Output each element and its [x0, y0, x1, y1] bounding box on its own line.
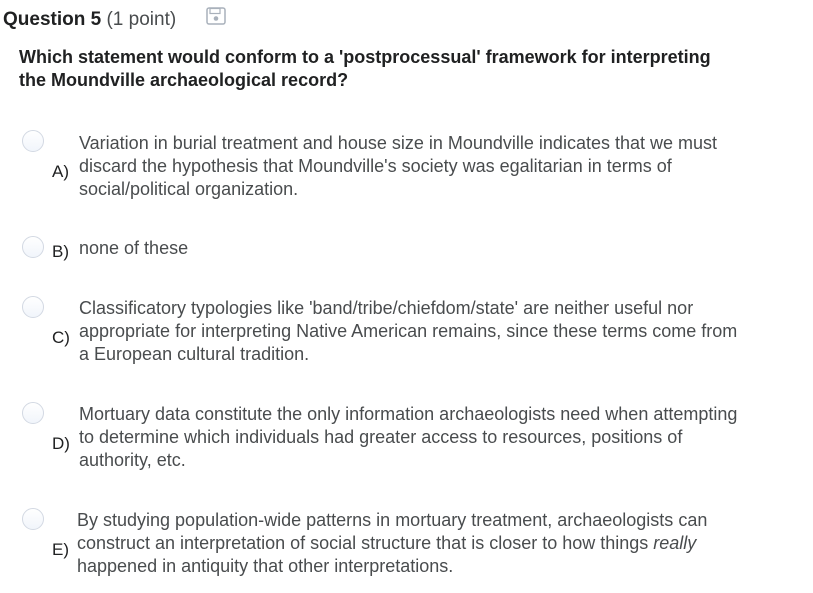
- option-text-e-part2: happened in antiquity that other interpretations.: [77, 556, 454, 576]
- radio-option-e[interactable]: [22, 508, 44, 530]
- option-text-e-emphasis: really: [653, 533, 697, 553]
- option-letter-d: D): [52, 434, 70, 453]
- option-letter-e: E): [52, 540, 69, 559]
- option-text-e: [77, 509, 737, 578]
- radio-option-a[interactable]: [22, 130, 44, 152]
- save-icon[interactable]: [206, 7, 226, 25]
- option-text-a: Variation in burial treatment and house size in Moundville indicates that we must discard the hypothesis that Moundville's society was egalitarian in terms of social/political organization.: [79, 133, 718, 199]
- radio-option-b[interactable]: [22, 236, 44, 258]
- option-text-e-part1: By studying population-wide patterns in mortuary treatment, archaeologists can construct an interpretation of social structure that is closer to how things: [77, 510, 708, 553]
- option-text-d: Mortuary data constitute the only information archaeologists need when attempting to determine which individuals had greater access to resources, positions of authority, etc.: [79, 404, 738, 470]
- option-letter-a: A): [52, 162, 69, 181]
- question-label: Question 5: [3, 9, 102, 30]
- option-letter-b: B): [52, 242, 69, 261]
- radio-option-d[interactable]: [22, 402, 44, 424]
- question-header: [3, 9, 176, 31]
- option-text-c: Classificatory typologies like 'band/tribe/chiefdom/state' are neither useful nor appropriate for interpreting Native American remains, since these terms come from a European cultural tradition.: [79, 298, 738, 364]
- option-text-b: none of these: [79, 238, 189, 258]
- radio-option-c[interactable]: [22, 296, 44, 318]
- question-points: (1 point): [106, 9, 177, 30]
- option-letter-c: C): [52, 328, 70, 347]
- question-text: Which statement would conform to a 'postprocessual' framework for interpreting the Moundville archaeological record?: [19, 47, 711, 90]
